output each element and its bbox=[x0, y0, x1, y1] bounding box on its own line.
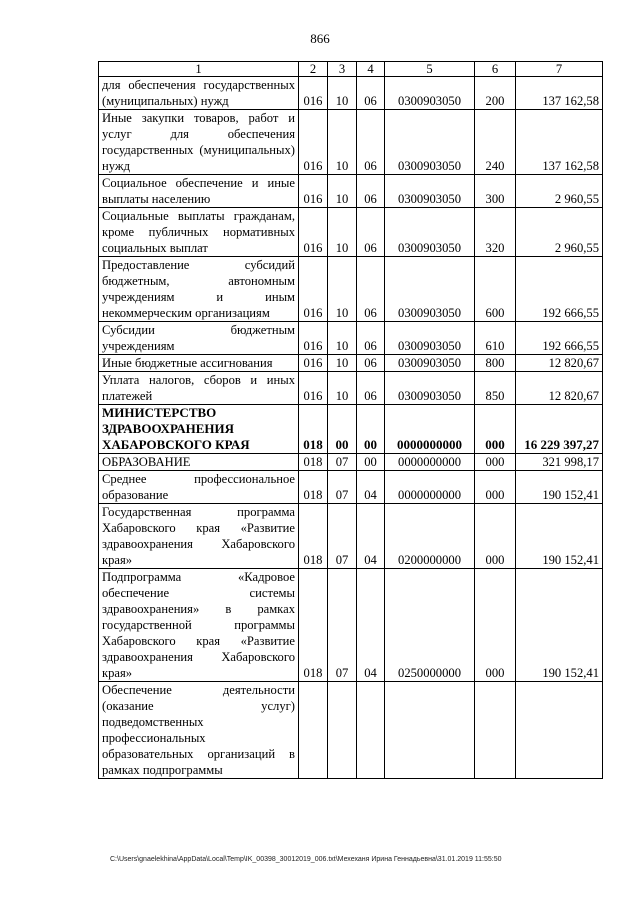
subsection-code bbox=[357, 682, 385, 779]
ministry-code: 018 bbox=[299, 454, 328, 471]
row-name: Обеспечение деятельности (оказание услуг) подведомственных профессиональных образовательных организаций в рамках подпрограммы bbox=[99, 682, 299, 779]
column-header: 6 bbox=[475, 62, 516, 77]
target-article-code: 0300903050 bbox=[385, 110, 475, 175]
subsection-code: 06 bbox=[357, 175, 385, 208]
table-row bbox=[99, 257, 603, 322]
target-article-code: 0300903050 bbox=[385, 77, 475, 110]
target-article-code: 0250000000 bbox=[385, 569, 475, 682]
table-row bbox=[99, 569, 603, 682]
subsection-code: 04 bbox=[357, 471, 385, 504]
row-name: Социальные выплаты гражданам, кроме публичных нормативных социальных выплат bbox=[99, 208, 299, 257]
amount: 321 998,17 bbox=[516, 454, 603, 471]
section-code bbox=[328, 682, 357, 779]
table-row-ministry bbox=[99, 405, 603, 454]
row-name: Иные бюджетные ассигнования bbox=[99, 355, 299, 372]
expense-type-code: 240 bbox=[475, 110, 516, 175]
table-row bbox=[99, 110, 603, 175]
row-name: МИНИСТЕРСТВО ЗДРАВООХРАНЕНИЯ ХАБАРОВСКОГО КРАЯ bbox=[99, 405, 299, 454]
column-header: 2 bbox=[299, 62, 328, 77]
subsection-code: 04 bbox=[357, 504, 385, 569]
ministry-code: 018 bbox=[299, 405, 328, 454]
amount: 192 666,55 bbox=[516, 257, 603, 322]
amount: 16 229 397,27 bbox=[516, 405, 603, 454]
expense-type-code: 600 bbox=[475, 257, 516, 322]
amount: 137 162,58 bbox=[516, 110, 603, 175]
section-code: 07 bbox=[328, 454, 357, 471]
ministry-code bbox=[299, 682, 328, 779]
row-name: Предоставление субсидий бюджетным, автономным учреждениям и иным некоммерческим организациям bbox=[99, 257, 299, 322]
subsection-code: 00 bbox=[357, 405, 385, 454]
target-article-code: 0300903050 bbox=[385, 208, 475, 257]
target-article-code: 0000000000 bbox=[385, 471, 475, 504]
table-row bbox=[99, 355, 603, 372]
subsection-code: 06 bbox=[357, 372, 385, 405]
subsection-code: 06 bbox=[357, 110, 385, 175]
target-article-code: 0000000000 bbox=[385, 405, 475, 454]
row-name: для обеспечения государственных (муниципальных) нужд bbox=[99, 77, 299, 110]
expense-type-code: 000 bbox=[475, 504, 516, 569]
amount: 12 820,67 bbox=[516, 355, 603, 372]
expense-type-code: 800 bbox=[475, 355, 516, 372]
table-row bbox=[99, 175, 603, 208]
subsection-code: 00 bbox=[357, 454, 385, 471]
column-header: 7 bbox=[516, 62, 603, 77]
amount: 192 666,55 bbox=[516, 322, 603, 355]
subsection-code: 06 bbox=[357, 257, 385, 322]
section-code: 07 bbox=[328, 569, 357, 682]
target-article-code: 0000000000 bbox=[385, 454, 475, 471]
table-row bbox=[99, 471, 603, 504]
section-code: 07 bbox=[328, 504, 357, 569]
table-row bbox=[99, 322, 603, 355]
amount: 2 960,55 bbox=[516, 208, 603, 257]
section-code: 10 bbox=[328, 110, 357, 175]
section-code: 10 bbox=[328, 372, 357, 405]
table-row bbox=[99, 372, 603, 405]
footer-file-path: C:\Users\gnaelekhina\AppData\Local\Temp\IK_00398_30012019_006.txt\Мехеханя Ирина Геннадьевна\31.01.2019 11:55:50 bbox=[110, 856, 502, 863]
table-row bbox=[99, 504, 603, 569]
subsection-code: 06 bbox=[357, 322, 385, 355]
ministry-code: 016 bbox=[299, 372, 328, 405]
budget-table bbox=[98, 61, 603, 779]
expense-type-code: 200 bbox=[475, 77, 516, 110]
row-name: ОБРАЗОВАНИЕ bbox=[99, 454, 299, 471]
section-code: 07 bbox=[328, 471, 357, 504]
table-row bbox=[99, 454, 603, 471]
section-code: 10 bbox=[328, 208, 357, 257]
expense-type-code: 000 bbox=[475, 569, 516, 682]
expense-type-code bbox=[475, 682, 516, 779]
table-row bbox=[99, 208, 603, 257]
expense-type-code: 320 bbox=[475, 208, 516, 257]
subsection-code: 06 bbox=[357, 77, 385, 110]
column-header: 4 bbox=[357, 62, 385, 77]
amount: 190 152,41 bbox=[516, 569, 603, 682]
expense-type-code: 850 bbox=[475, 372, 516, 405]
expense-type-code: 000 bbox=[475, 454, 516, 471]
column-header: 5 bbox=[385, 62, 475, 77]
subsection-code: 06 bbox=[357, 208, 385, 257]
page-number: 866 bbox=[310, 31, 330, 46]
row-name: Среднее профессиональное образование bbox=[99, 471, 299, 504]
amount: 190 152,41 bbox=[516, 471, 603, 504]
row-name: Иные закупки товаров, работ и услуг для обеспечения государственных (муниципальных) нужд bbox=[99, 110, 299, 175]
amount: 12 820,67 bbox=[516, 372, 603, 405]
row-name: Подпрограмма «Кадровое обеспечение системы здравоохранения» в рамках государственной программы Хабаровского края «Развитие здравоохранения Хабаровского края» bbox=[99, 569, 299, 682]
row-name: Субсидии бюджетным учреждениям bbox=[99, 322, 299, 355]
ministry-code: 016 bbox=[299, 77, 328, 110]
expense-type-code: 000 bbox=[475, 405, 516, 454]
ministry-code: 018 bbox=[299, 569, 328, 682]
amount: 190 152,41 bbox=[516, 504, 603, 569]
table-header-row bbox=[99, 62, 603, 77]
ministry-code: 016 bbox=[299, 110, 328, 175]
target-article-code: 0300903050 bbox=[385, 175, 475, 208]
target-article-code: 0300903050 bbox=[385, 257, 475, 322]
section-code: 10 bbox=[328, 175, 357, 208]
expense-type-code: 610 bbox=[475, 322, 516, 355]
amount bbox=[516, 682, 603, 779]
subsection-code: 06 bbox=[357, 355, 385, 372]
amount: 2 960,55 bbox=[516, 175, 603, 208]
target-article-code: 0300903050 bbox=[385, 322, 475, 355]
ministry-code: 016 bbox=[299, 257, 328, 322]
ministry-code: 016 bbox=[299, 208, 328, 257]
target-article-code: 0200000000 bbox=[385, 504, 475, 569]
ministry-code: 018 bbox=[299, 504, 328, 569]
row-name: Уплата налогов, сборов и иных платежей bbox=[99, 372, 299, 405]
column-header: 1 bbox=[99, 62, 299, 77]
ministry-code: 016 bbox=[299, 355, 328, 372]
table-row bbox=[99, 682, 603, 779]
section-code: 10 bbox=[328, 322, 357, 355]
section-code: 10 bbox=[328, 355, 357, 372]
table-row bbox=[99, 77, 603, 110]
row-name: Социальное обеспечение и иные выплаты населению bbox=[99, 175, 299, 208]
subsection-code: 04 bbox=[357, 569, 385, 682]
row-name: Государственная программа Хабаровского края «Развитие здравоохранения Хабаровского края» bbox=[99, 504, 299, 569]
target-article-code: 0300903050 bbox=[385, 355, 475, 372]
ministry-code: 016 bbox=[299, 322, 328, 355]
expense-type-code: 300 bbox=[475, 175, 516, 208]
section-code: 10 bbox=[328, 77, 357, 110]
amount: 137 162,58 bbox=[516, 77, 603, 110]
target-article-code bbox=[385, 682, 475, 779]
section-code: 10 bbox=[328, 257, 357, 322]
column-header: 3 bbox=[328, 62, 357, 77]
ministry-code: 016 bbox=[299, 175, 328, 208]
target-article-code: 0300903050 bbox=[385, 372, 475, 405]
expense-type-code: 000 bbox=[475, 471, 516, 504]
section-code: 00 bbox=[328, 405, 357, 454]
ministry-code: 018 bbox=[299, 471, 328, 504]
